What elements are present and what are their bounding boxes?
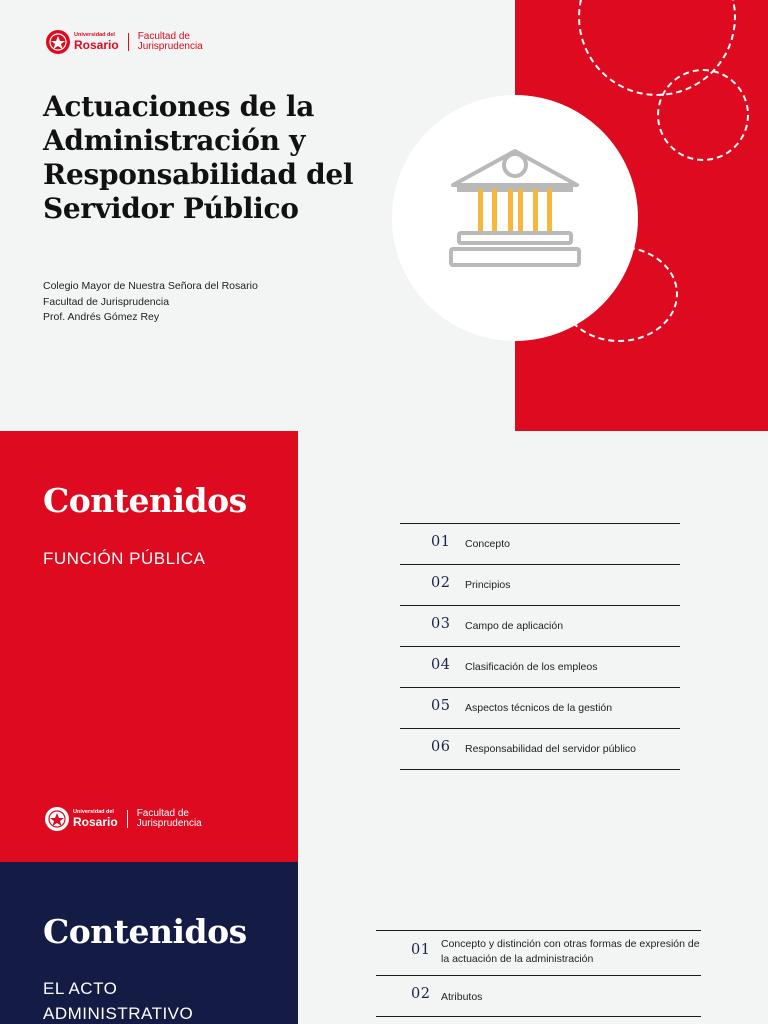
contents-list [376, 930, 701, 1017]
university-name: Rosario [73, 814, 118, 829]
institution-line: Colegio Mayor de Nuestra Señora del Rosario [43, 280, 258, 292]
list-item [400, 729, 680, 770]
item-label: Clasificación de los empleos [465, 661, 598, 673]
list-item [376, 931, 701, 976]
item-number: 05 [431, 698, 451, 714]
item-number: 01 [411, 942, 431, 958]
list-item [376, 976, 701, 1017]
item-number: 01 [431, 534, 451, 550]
list-item [400, 647, 680, 688]
dashed-circle-decoration [657, 69, 749, 161]
professor-line: Prof. Andrés Gómez Rey [43, 311, 160, 323]
university-name: Rosario [74, 37, 119, 52]
section-label-line2: ADMINISTRATIVO [43, 1004, 194, 1023]
list-item [400, 565, 680, 606]
contents-heading: Contenidos [43, 912, 247, 951]
item-label: Responsabilidad del servidor público [465, 743, 637, 755]
seal-icon [44, 806, 70, 832]
list-item [400, 524, 680, 565]
university-logo [45, 29, 203, 55]
cover-credits [43, 279, 258, 326]
faculty-line1: Facultad de [137, 30, 190, 42]
section-label-line1: EL ACTO [43, 979, 118, 998]
item-label: Atributos [441, 991, 483, 1003]
government-building-icon [445, 143, 585, 271]
item-label: Concepto y distinción con otras formas de expresión de la actuación de la administración [441, 938, 700, 965]
faculty-line2: Jurisprudencia [137, 41, 203, 52]
logo-divider [128, 33, 129, 51]
item-label: Principios [465, 579, 511, 591]
faculty-line: Facultad de Jurisprudencia [43, 295, 170, 308]
item-label: Concepto [465, 538, 510, 550]
item-number: 04 [431, 657, 451, 673]
contents-list [400, 523, 680, 770]
item-label: Aspectos técnicos de la gestión [465, 702, 613, 714]
contents-panel-navy [0, 862, 298, 1024]
logo-divider [127, 810, 128, 828]
item-number: 02 [431, 575, 451, 591]
presentation-title: Actuaciones de la Administración y Responsabilidad del Servidor Público [43, 90, 354, 226]
contents-heading: Contenidos [43, 481, 247, 520]
faculty-line2: Jurisprudencia [136, 818, 202, 829]
item-number: 03 [431, 616, 451, 632]
contents-panel-red [0, 431, 298, 862]
faculty-line1: Facultad de [136, 807, 189, 819]
item-number: 06 [431, 739, 451, 755]
item-number: 02 [411, 986, 431, 1002]
section-label: FUNCIÓN PÚBLICA [43, 549, 206, 568]
cover-slide [0, 0, 768, 431]
list-item [400, 688, 680, 729]
university-logo [44, 806, 202, 832]
university-small-label: Universidad del [74, 32, 115, 39]
seal-icon [45, 29, 71, 55]
list-item [400, 606, 680, 647]
university-small-label: Universidad del [73, 809, 114, 816]
item-label: Campo de aplicación [465, 620, 564, 632]
